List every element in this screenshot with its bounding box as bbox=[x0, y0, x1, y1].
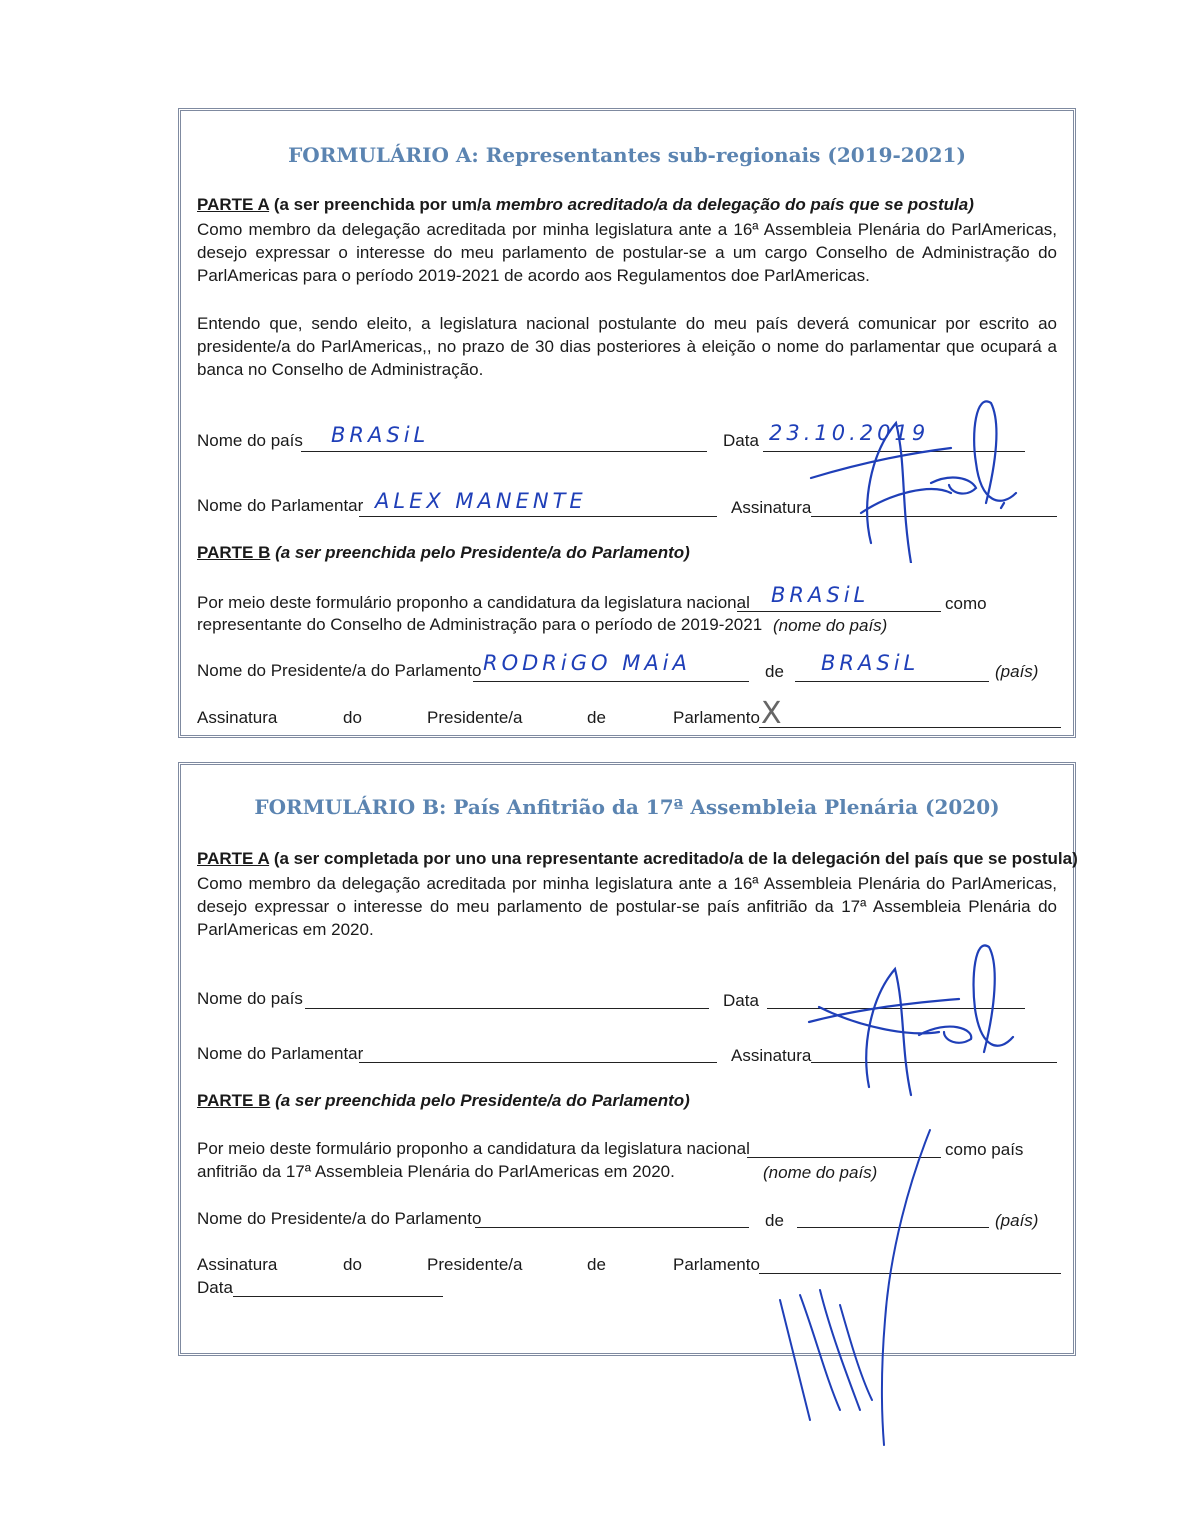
form-a-president-label: Nome do Presidente/a do Parlamento bbox=[197, 661, 482, 680]
form-b-sig-word-4: de bbox=[587, 1255, 606, 1274]
form-a-country-label: Nome do país bbox=[197, 431, 303, 450]
form-b-de-label: de bbox=[765, 1211, 784, 1230]
form-b-parliamentarian-field[interactable] bbox=[359, 1062, 717, 1063]
form-b-sig-word-3: Presidente/a bbox=[427, 1255, 523, 1274]
form-a-title: FORMULÁRIO A: Representantes sub-regionais (2019-2021) bbox=[288, 143, 966, 167]
form-a-sig-word-3: Presidente/a bbox=[427, 708, 523, 727]
form-a-sig-word-1: Assinatura bbox=[197, 708, 278, 727]
form-a-president-signature-field[interactable] bbox=[759, 727, 1061, 728]
form-a-president-country-field[interactable] bbox=[795, 681, 989, 682]
form-a-nomination-text: Por meio deste formulário proponho a candidatura da legislatura nacional bbox=[197, 593, 750, 612]
form-b-date-label: Data bbox=[723, 991, 759, 1010]
form-a-date-value: 23.10.2019 bbox=[769, 421, 930, 445]
form-a-pais-hint: (país) bbox=[995, 662, 1039, 681]
form-a-parliamentarian-value: ALEX MANENTE bbox=[375, 489, 587, 513]
form-b-parte-a-heading bbox=[197, 849, 1078, 869]
form-a-parliamentarian-label: Nome do Parlamentar bbox=[197, 496, 364, 515]
form-a-paragraph-2: Entendo que, sendo eleito, a legislatura nacional postulante do meu país deverá comunicar por escrito ao presidente/a do ParlAmericas,, no prazo de 30 dias posteriores à eleição o nome do parlamentar que ocupará a banca no Conselho de Administração. bbox=[197, 314, 1057, 379]
form-a-date-field[interactable] bbox=[763, 451, 1025, 452]
form-a-parte-a-label: PARTE A bbox=[197, 195, 270, 214]
form-a-country-field[interactable] bbox=[301, 451, 707, 452]
form-b-president-label: Nome do Presidente/a do Parlamento bbox=[197, 1209, 482, 1228]
form-b-paragraph-1: Como membro da delegação acreditada por minha legislatura ante a 16ª Assembleia Plenária do ParlAmericas, desejo expressar o interesse do meu parlamento de postular-se país anfitrião da 17ª Assembleia Plenária do ParlAmericas em 2020. bbox=[197, 874, 1057, 939]
form-a-signature-field[interactable] bbox=[811, 516, 1057, 517]
form-a-president-country-value: BRASiL bbox=[821, 651, 920, 675]
form-a-de-label: de bbox=[765, 662, 784, 681]
form-b-signature-field[interactable] bbox=[811, 1062, 1057, 1063]
form-b-parte-a-note: (a ser completada por uno una representante acreditado/a de la delegación del país que se postula) bbox=[273, 849, 1078, 868]
form-a-parte-b-label: PARTE B bbox=[197, 543, 271, 562]
form-a-nomination-como: como bbox=[945, 594, 987, 613]
form-a-signature-label: Assinatura bbox=[731, 498, 812, 517]
form-b-president-country-field[interactable] bbox=[797, 1227, 989, 1228]
form-b-parte-b-heading bbox=[197, 1091, 690, 1111]
form-b-nomination-text-2: anfitrião da 17ª Assembleia Plenária do ParlAmericas em 2020. bbox=[197, 1162, 675, 1181]
form-b-president-field[interactable] bbox=[475, 1227, 749, 1228]
form-a-handwritten-signature bbox=[801, 393, 1031, 563]
form-a-country-hint: (nome do país) bbox=[773, 616, 888, 635]
form-a-sig-word-4: de bbox=[587, 708, 606, 727]
form-a-parte-a-note: (a ser preenchida por um/a bbox=[273, 195, 496, 214]
form-b-handwritten-signature bbox=[799, 937, 1029, 1097]
form-b-sig-word-2: do bbox=[343, 1255, 362, 1274]
form-b-parte-a-label: PARTE A bbox=[197, 849, 270, 868]
form-b bbox=[178, 762, 1076, 1356]
form-b-country-label: Nome do país bbox=[197, 989, 303, 1008]
form-a-president-value: RODRiGO MAiA bbox=[483, 651, 691, 675]
form-a-sig-word-2: do bbox=[343, 708, 362, 727]
form-a-date-label: Data bbox=[723, 431, 759, 450]
form-a-parliamentarian-field[interactable] bbox=[359, 516, 717, 517]
form-b-sig-word-5: Parlamento bbox=[673, 1255, 760, 1274]
form-b-nomination-text: Por meio deste formulário proponho a candidatura da legislatura nacional bbox=[197, 1139, 750, 1158]
form-a-parte-b-heading bbox=[197, 543, 690, 563]
form-b-country-hint: (nome do país) bbox=[763, 1163, 878, 1182]
form-a-president-field[interactable] bbox=[473, 681, 749, 682]
form-b-president-date-field[interactable] bbox=[233, 1296, 443, 1297]
form-b-date-field[interactable] bbox=[767, 1008, 1025, 1009]
form-b-nominated-country-field[interactable] bbox=[747, 1157, 941, 1158]
form-b-parte-b-label: PARTE B bbox=[197, 1091, 271, 1110]
form-a-parte-a-note-italic: membro acreditado/a da delegação do país que se postula) bbox=[495, 195, 974, 214]
form-b-parliamentarian-label: Nome do Parlamentar bbox=[197, 1044, 364, 1063]
form-b-sig-word-1: Assinatura bbox=[197, 1255, 278, 1274]
form-a-parte-b-note: (a ser preenchida pelo Presidente/a do Parlamento) bbox=[275, 543, 690, 562]
form-a-nominated-country-value: BRASiL bbox=[771, 583, 870, 607]
form-b-country-field[interactable] bbox=[305, 1008, 709, 1009]
form-a-nomination-text-2: representante do Conselho de Administração para o período de 2019-2021 bbox=[197, 615, 763, 634]
form-b-date-label-2: Data bbox=[197, 1278, 233, 1297]
form-a-parte-a-heading bbox=[197, 195, 974, 215]
form-a-x-mark: X bbox=[761, 696, 782, 731]
form-a-country-value: BRASiL bbox=[331, 423, 430, 447]
form-b-nomination-como: como país bbox=[945, 1140, 1024, 1159]
form-b-title: FORMULÁRIO B: País Anfitrião da 17ª Assembleia Plenária (2020) bbox=[254, 795, 1000, 819]
form-a-nominated-country-field[interactable] bbox=[737, 611, 941, 612]
form-b-pais-hint: (país) bbox=[995, 1211, 1039, 1230]
form-a-sig-word-5: Parlamento bbox=[673, 708, 760, 727]
form-b-signature-label: Assinatura bbox=[731, 1046, 812, 1065]
form-a bbox=[178, 108, 1076, 738]
form-a-paragraph-1: Como membro da delegação acreditada por minha legislatura ante a 16ª Assembleia Plenária do ParlAmericas, desejo expressar o interesse do meu parlamento de postular-se a um cargo Conselho de Administração do ParlAmericas para o período 2019-2021 de acordo aos Regulamentos doe ParlAmericas. bbox=[197, 220, 1057, 285]
form-b-president-signature-field[interactable] bbox=[759, 1273, 1061, 1274]
form-b-parte-b-note: (a ser preenchida pelo Presidente/a do Parlamento) bbox=[275, 1091, 690, 1110]
